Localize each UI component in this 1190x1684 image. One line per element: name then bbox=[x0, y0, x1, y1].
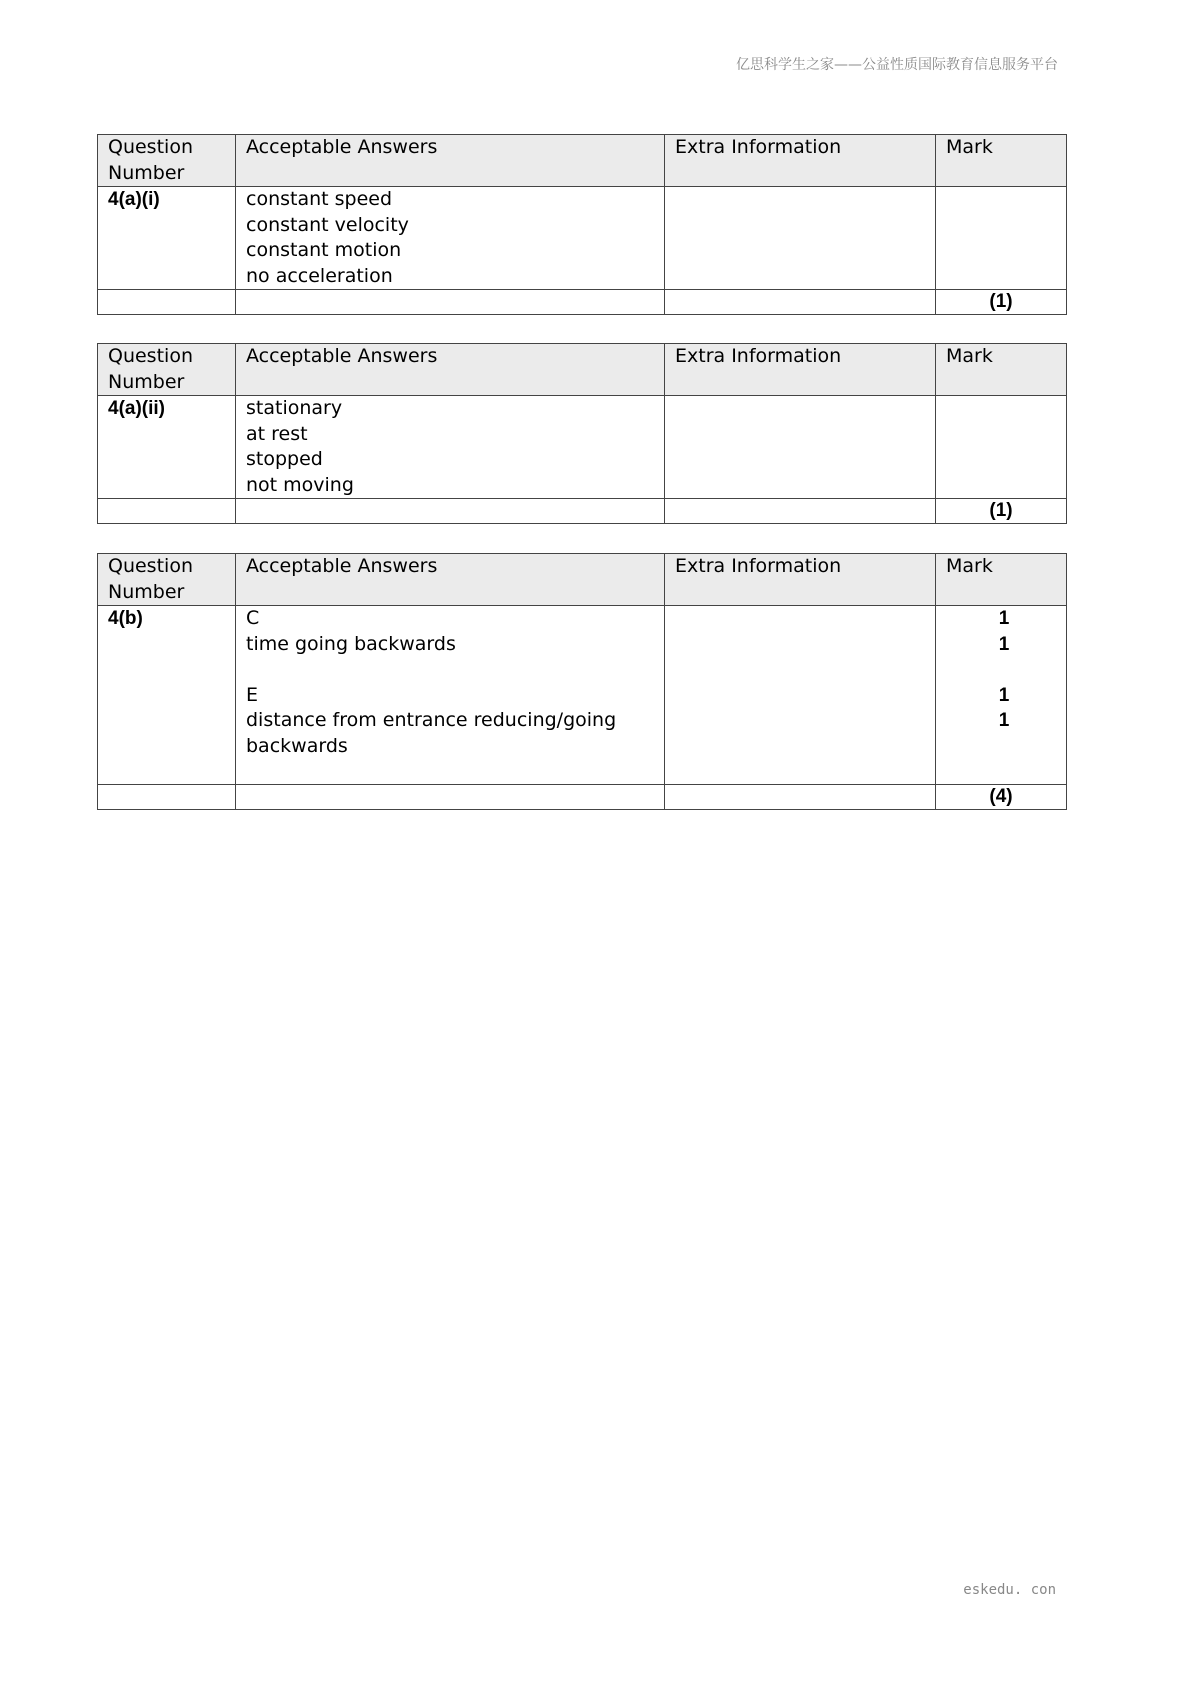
question-number: 4(b) bbox=[98, 606, 236, 785]
total-row bbox=[98, 785, 1067, 810]
acceptable-answers-header: Acceptable Answers bbox=[236, 554, 665, 606]
extra-information bbox=[665, 606, 936, 785]
answer-line: stationary bbox=[246, 397, 343, 419]
answer-row bbox=[98, 396, 1067, 499]
acceptable-answers bbox=[236, 606, 665, 785]
question-number-header: Question Number bbox=[98, 135, 236, 187]
total-mark: (4) bbox=[936, 785, 1067, 810]
mark-header: Mark bbox=[936, 554, 1067, 606]
mark-value: 1 bbox=[998, 633, 1010, 655]
table-header-row bbox=[98, 554, 1067, 606]
answer-row bbox=[98, 187, 1067, 290]
total-row bbox=[98, 290, 1067, 315]
mark-scheme-table-4b bbox=[97, 553, 1067, 810]
answer-spacer bbox=[246, 657, 654, 683]
answer-line: backwards bbox=[246, 734, 348, 757]
answer-line: distance from entrance reducing/going bbox=[246, 709, 617, 731]
answer-line: no acceleration bbox=[246, 264, 393, 287]
extra-information-header: Extra Information bbox=[665, 344, 936, 396]
acceptable-answers-header: Acceptable Answers bbox=[236, 135, 665, 187]
answer-row bbox=[98, 606, 1067, 785]
answer-line: C bbox=[246, 607, 260, 629]
mark-header: Mark bbox=[936, 344, 1067, 396]
question-number-header: Question Number bbox=[98, 554, 236, 606]
extra-information-header: Extra Information bbox=[665, 554, 936, 606]
acceptable-answers bbox=[236, 187, 665, 290]
answer-line: constant speed bbox=[246, 188, 393, 210]
answer-line: constant motion bbox=[246, 239, 402, 261]
extra-information bbox=[665, 187, 936, 290]
header-note: 亿思科学生之家——公益性质国际教育信息服务平台 bbox=[736, 57, 1058, 73]
answer-line: at rest bbox=[246, 422, 308, 445]
mark-value: 1 bbox=[998, 608, 1010, 629]
answer-line: not moving bbox=[246, 473, 354, 496]
mark-value: 1 bbox=[998, 710, 1010, 731]
table-header-row bbox=[98, 135, 1067, 187]
answer-line: E bbox=[246, 683, 259, 706]
mark-cell bbox=[936, 396, 1067, 499]
answer-line: stopped bbox=[246, 448, 323, 470]
table-header-row bbox=[98, 344, 1067, 396]
mark-scheme-table-4aii bbox=[97, 343, 1067, 524]
total-mark: (1) bbox=[936, 290, 1067, 315]
mark-cell bbox=[936, 187, 1067, 290]
acceptable-answers bbox=[236, 396, 665, 499]
extra-information-header: Extra Information bbox=[665, 135, 936, 187]
total-mark: (1) bbox=[936, 499, 1067, 524]
mark-scheme-table-4ai bbox=[97, 134, 1067, 315]
acceptable-answers-header: Acceptable Answers bbox=[236, 344, 665, 396]
total-row bbox=[98, 499, 1067, 524]
mark-cell bbox=[936, 606, 1067, 785]
footer-note: eskedu. con bbox=[963, 1582, 1056, 1598]
mark-header: Mark bbox=[936, 135, 1067, 187]
question-number: 4(a)(i) bbox=[98, 187, 236, 290]
question-number: 4(a)(ii) bbox=[98, 396, 236, 499]
question-number-header: Question Number bbox=[98, 344, 236, 396]
extra-information bbox=[665, 396, 936, 499]
answer-line: time going backwards bbox=[246, 632, 456, 655]
answer-line: constant velocity bbox=[246, 213, 409, 236]
mark-value: 1 bbox=[998, 684, 1010, 706]
